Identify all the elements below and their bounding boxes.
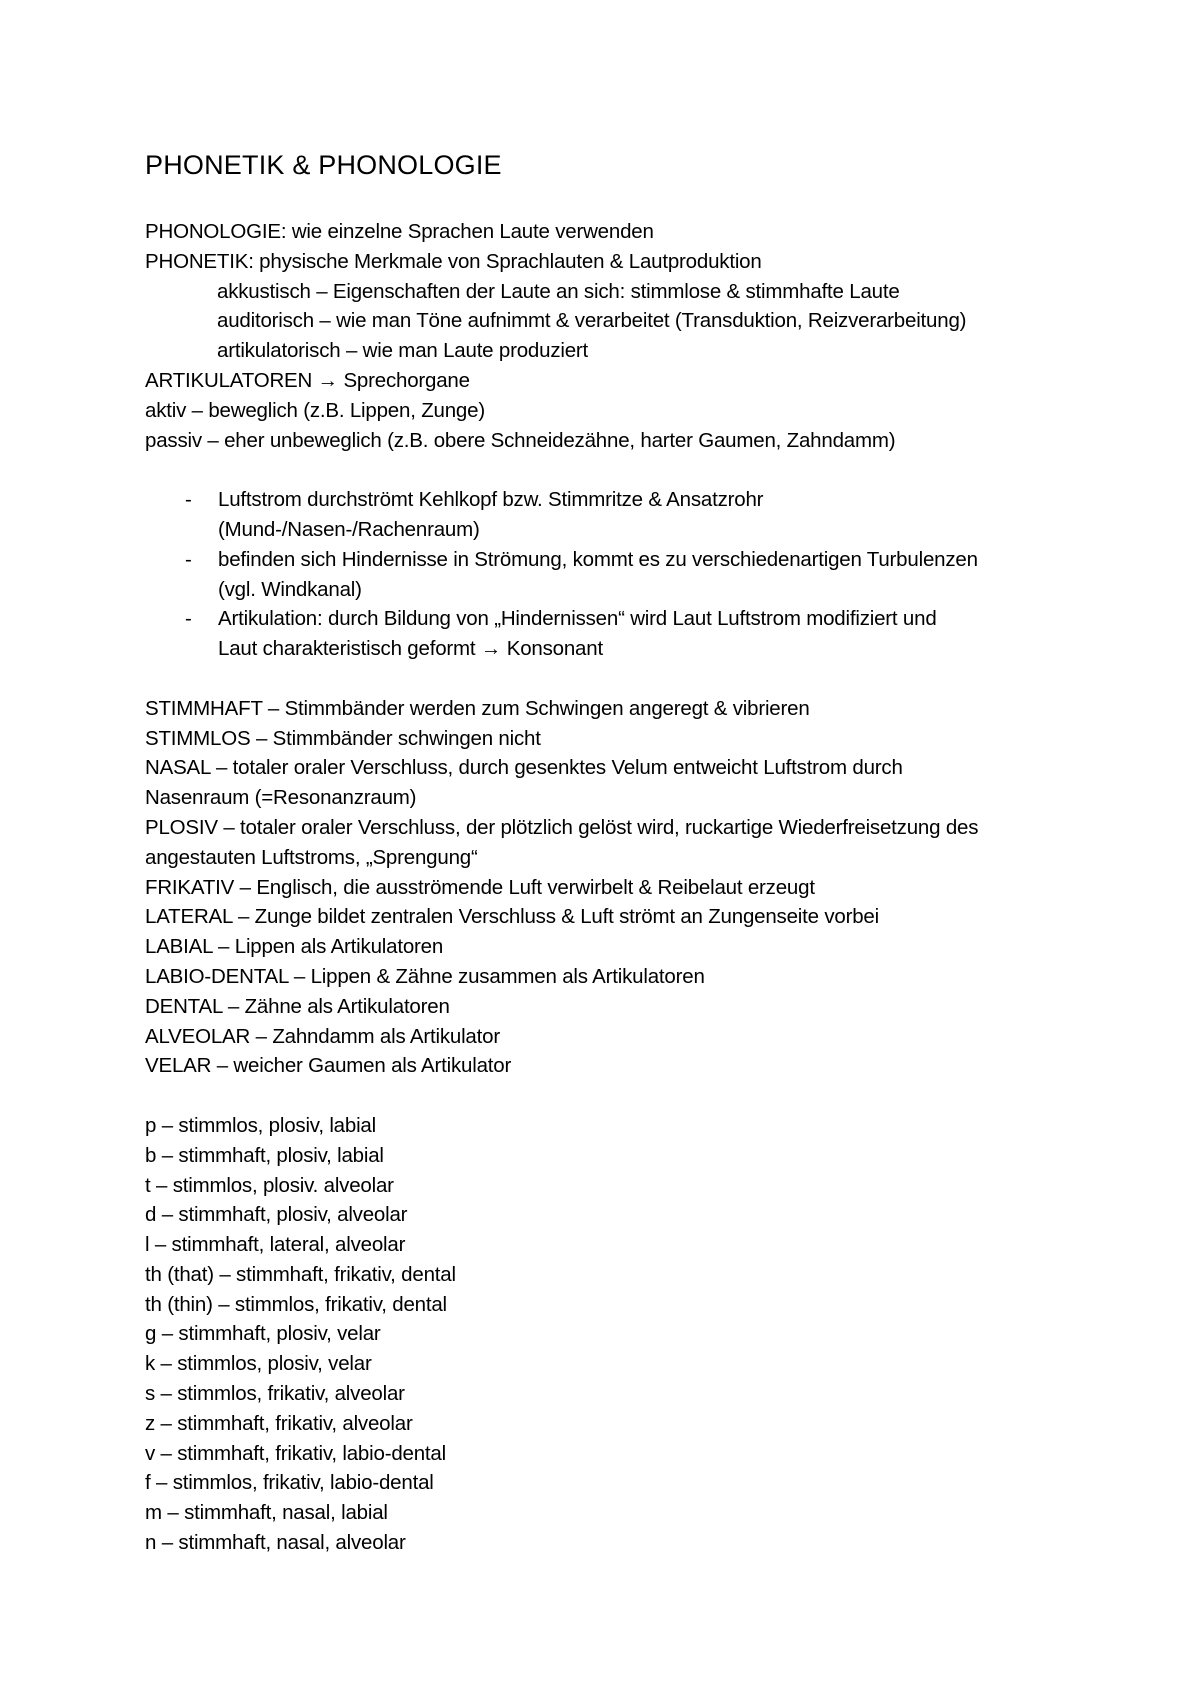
spacer <box>145 1081 1145 1111</box>
definition-line: Nasenraum (=Resonanzraum) <box>145 786 417 810</box>
sounds-list <box>145 1111 1145 1558</box>
definition-line: NASAL – totaler oraler Verschluss, durch gesenktes Velum entweicht Luftstrom durch <box>145 756 903 780</box>
articulators-heading-left: ARTIKULATOREN <box>145 368 318 392</box>
bullet-dash: - <box>185 547 192 571</box>
intro-section <box>145 217 1145 455</box>
phonetik-type-artikulatorisch: artikulatorisch – wie man Laute produziert <box>217 339 589 363</box>
sound-line: m – stimmhaft, nasal, labial <box>145 1501 388 1525</box>
sound-line: t – stimmlos, plosiv. alveolar <box>145 1173 394 1197</box>
sound-line: b – stimmhaft, plosiv, labial <box>145 1143 384 1167</box>
list-item <box>145 545 1145 575</box>
list-item <box>145 485 1145 515</box>
sound-line: l – stimmhaft, lateral, alveolar <box>145 1233 406 1257</box>
sound-line: s – stimmlos, frikativ, alveolar <box>145 1382 405 1406</box>
sound-line: z – stimmhaft, frikativ, alveolar <box>145 1411 413 1435</box>
definition-line: FRIKATIV – Englisch, die ausströmende Luft verwirbelt & Reibelaut erzeugt <box>145 875 815 899</box>
articulators-passive: passiv – eher unbeweglich (z.B. obere Schneidezähne, harter Gaumen, Zahndamm) <box>145 428 896 452</box>
articulators-active: aktiv – beweglich (z.B. Lippen, Zunge) <box>145 398 485 422</box>
bullet-dash: - <box>185 607 192 631</box>
sound-line: n – stimmhaft, nasal, alveolar <box>145 1531 406 1555</box>
sound-line: d – stimmhaft, plosiv, alveolar <box>145 1203 408 1227</box>
definition-line: DENTAL – Zähne als Artikulatoren <box>145 994 450 1018</box>
articulators-heading-right: Sprechorgane <box>337 368 470 392</box>
definition-line: VELAR – weicher Gaumen als Artikulator <box>145 1054 512 1078</box>
definition-line: ALVEOLAR – Zahndamm als Artikulator <box>145 1024 500 1048</box>
articulators-heading <box>145 366 1145 396</box>
bullet-text: Artikulation: durch Bildung von „Hindernissen“ wird Laut Luftstrom modifiziert und <box>218 607 937 631</box>
sound-line: p – stimmlos, plosiv, labial <box>145 1113 376 1137</box>
definition-line: PLOSIV – totaler oraler Verschluss, der plötzlich gelöst wird, ruckartige Wiederfreisetzung des <box>145 815 979 839</box>
bullet-dash: - <box>185 488 192 512</box>
definitions-list <box>145 694 1145 1081</box>
arrow-right-icon: → <box>480 637 502 661</box>
document-page <box>145 148 1145 1558</box>
definition-line: LABIO-DENTAL – Lippen & Zähne zusammen als Artikulatoren <box>145 964 705 988</box>
sound-line: th (thin) – stimmlos, frikativ, dental <box>145 1292 447 1316</box>
phonologie-definition: PHONOLOGIE: wie einzelne Sprachen Laute verwenden <box>145 220 654 243</box>
phonetik-type-auditorisch: auditorisch – wie man Töne aufnimmt & verarbeitet (Transduktion, Reizverarbeitung) <box>217 309 967 333</box>
sound-line: g – stimmhaft, plosiv, velar <box>145 1322 381 1346</box>
bullet-text: Luftstrom durchströmt Kehlkopf bzw. Stimmritze & Ansatzrohr <box>218 488 764 512</box>
sound-line: th (that) – stimmhaft, frikativ, dental <box>145 1262 456 1286</box>
sound-line: f – stimmlos, frikativ, labio-dental <box>145 1471 434 1495</box>
bullet-text-right: Konsonant <box>501 637 603 661</box>
spacer <box>145 455 1145 485</box>
definition-line: STIMMLOS – Stimmbänder schwingen nicht <box>145 726 541 750</box>
bullet-continuation: (Mund-/Nasen-/Rachenraum) <box>218 517 480 541</box>
bullet-text-left: Laut charakteristisch geformt <box>218 637 481 661</box>
bullet-text: befinden sich Hindernisse in Strömung, kommt es zu verschiedenartigen Turbulenzen <box>218 547 978 571</box>
bullet-list <box>145 485 1145 664</box>
page-title: PHONETIK & PHONOLOGIE <box>145 150 502 180</box>
arrow-right-icon: → <box>317 368 338 392</box>
bullet-continuation <box>145 634 1145 664</box>
sound-line: k – stimmlos, plosiv, velar <box>145 1352 372 1376</box>
phonetik-definition: PHONETIK: physische Merkmale von Sprachlauten & Lautproduktion <box>145 249 762 273</box>
sound-line: v – stimmhaft, frikativ, labio-dental <box>145 1441 446 1465</box>
definition-line: angestauten Luftstroms, „Sprengung“ <box>145 845 478 869</box>
list-item <box>145 604 1145 634</box>
definition-line: LATERAL – Zunge bildet zentralen Verschluss & Luft strömt an Zungenseite vorbei <box>145 905 879 929</box>
phonetik-type-akkustisch: akkustisch – Eigenschaften der Laute an sich: stimmlose & stimmhafte Laute <box>217 279 900 303</box>
bullet-continuation: (vgl. Windkanal) <box>218 577 362 601</box>
definition-line: STIMMHAFT – Stimmbänder werden zum Schwingen angeregt & vibrieren <box>145 696 810 720</box>
definition-line: LABIAL – Lippen als Artikulatoren <box>145 935 444 959</box>
spacer <box>145 664 1145 694</box>
